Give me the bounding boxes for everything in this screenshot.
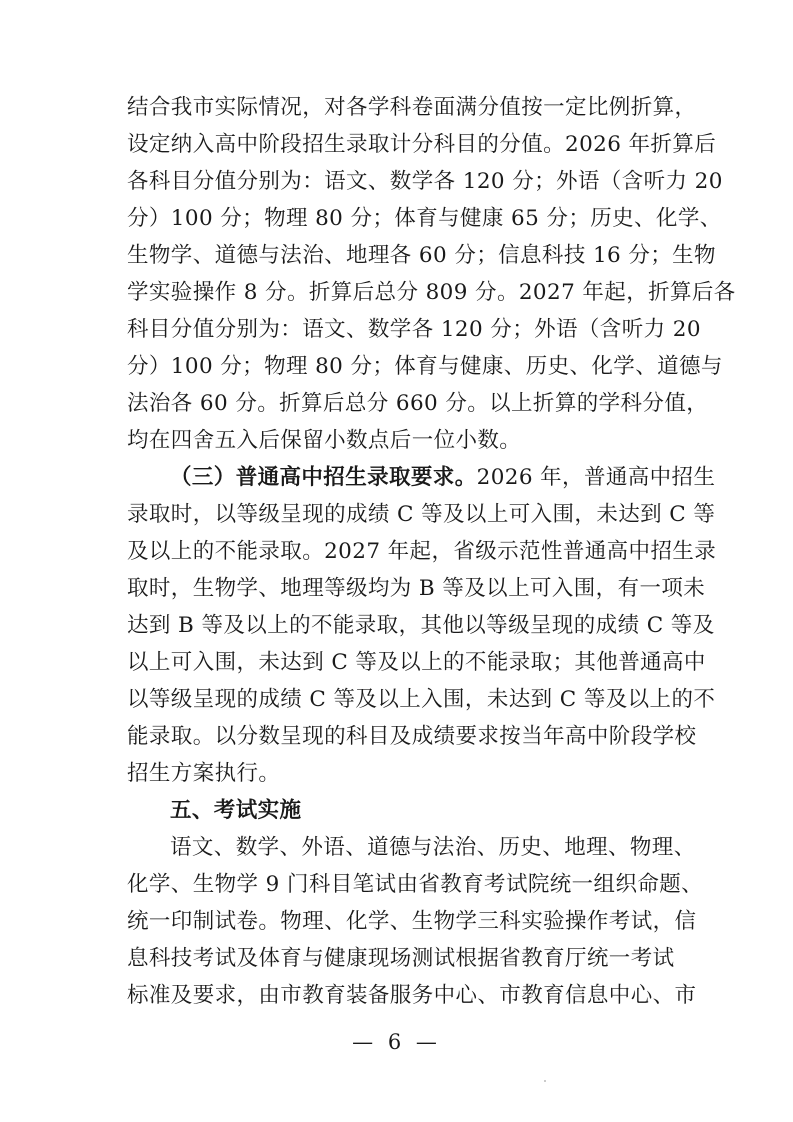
paragraph-line: 学实验操作 8 分。折算后总分 809 分。2027 年起，折算后各	[127, 280, 736, 305]
paragraph-line: 及以上的不能录取。2027 年起，省级示范性普通高中招生录	[127, 539, 717, 564]
paragraph-line: 语文、数学、外语、道德与法治、历史、地理、物理、	[170, 835, 696, 860]
paragraph-line: 化学、生物学 9 门科目笔试由省教育考试院统一组织命题、	[127, 872, 704, 897]
paragraph-line: 以等级呈现的成绩 C 等及以上入围，未达到 C 等及以上的不	[127, 687, 716, 712]
paragraph-line: 均在四舍五入后保留小数点后一位小数。	[127, 428, 522, 453]
paragraph-line: 法治各 60 分。折算后总分 660 分。以上折算的学科分值，	[127, 391, 709, 416]
section-three-heading: （三）普通高中招生录取要求。	[170, 465, 477, 490]
paragraph-line: 各科目分值分别为：语文、数学各 120 分；外语（含听力 20	[127, 169, 723, 194]
paragraph-line: 科目分值分别为：语文、数学各 120 分；外语（含听力 20	[127, 317, 701, 342]
section-three-line	[170, 463, 715, 493]
paragraph-line: 以上可入围，未达到 C 等及以上的不能录取；其他普通高中	[127, 650, 706, 675]
paragraph-line: 招生方案执行。	[127, 761, 281, 786]
section-three-text: 2026 年，普通高中招生	[476, 465, 716, 490]
paragraph-line: 能录取。以分数呈现的科目及成绩要求按当年高中阶段学校	[127, 724, 697, 749]
paragraph-line: 息科技考试及体育与健康现场测试根据省教育厅统一考试	[127, 946, 675, 971]
paragraph-line: 分）100 分；物理 80 分；体育与健康 65 分；历史、化学、	[127, 206, 722, 231]
paragraph-line: 生物学、道德与法治、地理各 60 分；信息科技 16 分；生物	[127, 243, 716, 268]
scan-speck	[544, 1080, 546, 1082]
paragraph-line: 录取时，以等级呈现的成绩 C 等及以上可入围，未达到 C 等	[127, 502, 716, 527]
paragraph-line: 标准及要求，由市教育装备服务中心、市教育信息中心、市	[127, 983, 697, 1008]
paragraph-line: 取时，生物学、地理等级均为 B 等及以上可入围，有一项未	[127, 576, 706, 601]
paragraph-line: 统一印制试卷。物理、化学、生物学三科实验操作考试，信	[127, 909, 697, 934]
paragraph-line: 达到 B 等及以上的不能录取，其他以等级呈现的成绩 C 等及	[127, 613, 715, 638]
page-number: — 6 —	[352, 1030, 441, 1054]
section-five-heading: 五、考试实施	[170, 798, 302, 823]
paragraph-line: 设定纳入高中阶段招生录取计分科目的分值。2026 年折算后	[127, 132, 717, 157]
paragraph-line: 分）100 分；物理 80 分；体育与健康、历史、化学、道德与	[127, 354, 723, 379]
paragraph-line: 结合我市实际情况，对各学科卷面满分值按一定比例折算，	[127, 95, 697, 120]
